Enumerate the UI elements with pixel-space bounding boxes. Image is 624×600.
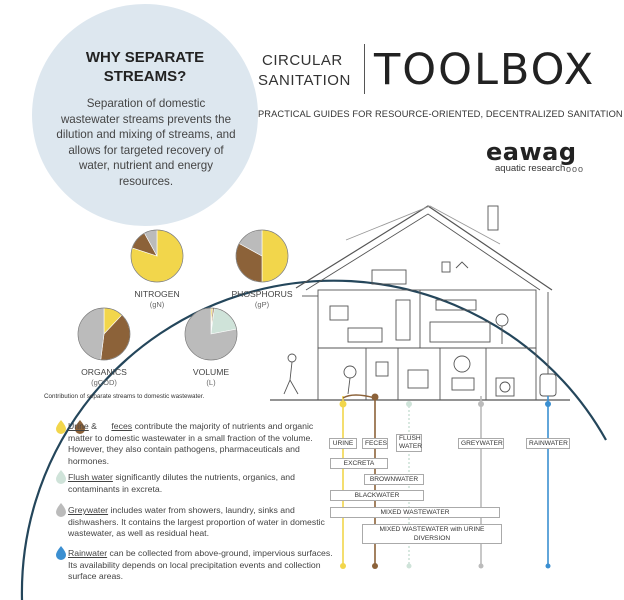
eawag-tagline: aquatic research xyxy=(495,163,566,174)
route-brownwater: BROWNWATER xyxy=(364,474,424,485)
legend-greywater-term: Greywater xyxy=(68,505,109,515)
legend-greywater-text: includes water from showers, laundry, sinks and dishwashers. It contains the largest proportion of water in domestic wastewater, as well as residual heat. xyxy=(68,505,325,538)
rainwater-end-node xyxy=(546,564,551,569)
flush-end-node xyxy=(407,564,412,569)
pie-label-organics: ORGANICS xyxy=(81,367,127,377)
pie-unit-nitrogen: (gN) xyxy=(149,300,165,309)
rainwater-node xyxy=(545,401,551,407)
eawag-logo: eawag xyxy=(486,138,577,166)
pie-unit-organics: (gCOD) xyxy=(91,378,117,387)
route-blackwater: BLACKWATER xyxy=(330,490,424,501)
urine-node xyxy=(340,401,347,408)
flush-node xyxy=(406,401,412,407)
pie-unit-phosphorus: (gP) xyxy=(254,300,270,309)
eawag-dots: ooo xyxy=(566,164,585,174)
legend-urine-text: contribute the majority of nutrients and organic matter to domestic wastewater in a small fraction of the volume. However, they also contain pathogens, pharmaceuticals and hormones. xyxy=(68,421,314,466)
pie-label-phosphorus: PHOSPHORUS xyxy=(231,289,293,299)
tag-rainwater: RAINWATER xyxy=(526,438,570,449)
pie-label-nitrogen: NITROGEN xyxy=(134,289,180,299)
legend-rainwater-term: Rainwater xyxy=(68,548,108,558)
tag-flush-line1: FLUSH xyxy=(399,435,421,442)
route-mixed-ud: MIXED WASTEWATER with URINE DIVERSION xyxy=(362,524,502,544)
pie-caption: Contribution of separate streams to domestic wastewater. xyxy=(44,393,205,400)
route-mixed: MIXED WASTEWATER xyxy=(330,507,500,518)
greywater-node xyxy=(478,401,484,407)
brand-line-2: SANITATION xyxy=(258,72,351,89)
legend-flush-term: Flush water xyxy=(68,472,113,482)
legend-rainwater-text: can be collected from above-ground, impervious surfaces. Its availability depends on local precipitation events and collection surface areas. xyxy=(68,548,333,581)
route-excreta: EXCRETA xyxy=(330,458,388,469)
brand-line-1: CIRCULAR xyxy=(262,52,343,69)
legend-feces-term: feces xyxy=(111,421,133,431)
bubble-body: Separation of domestic wastewater streams prevents the dilution and mixing of streams, and allows for targeted recovery of water, nutrient and energy resources. xyxy=(56,97,236,188)
urine-end-node xyxy=(340,563,346,569)
legend-flush-text: significantly dilutes the nutrients, organics, and contaminants in excreta. xyxy=(68,472,295,494)
tag-urine: URINE xyxy=(329,438,357,449)
bubble-title: WHY SEPARATE STREAMS? xyxy=(85,49,205,85)
tag-greywater: GREYWATER xyxy=(458,438,504,449)
feces-end-node xyxy=(372,563,378,569)
tag-flush-line2: WATER xyxy=(399,443,423,450)
feces-node xyxy=(372,394,379,401)
tag-flush-water xyxy=(396,434,422,452)
legend-amp: & xyxy=(88,421,100,431)
brand-toolbox: TOOLBOX xyxy=(374,45,596,95)
pie-label-volume: VOLUME xyxy=(192,367,230,377)
legend-urine-term: Urine xyxy=(68,421,89,431)
brand-subtitle: PRACTICAL GUIDES FOR RESOURCE-ORIENTED, DECENTRALIZED SANITATION xyxy=(258,109,623,119)
greywater-end-node xyxy=(479,564,484,569)
pie-unit-volume: (L) xyxy=(206,378,216,387)
tag-feces: FECES xyxy=(362,438,388,449)
